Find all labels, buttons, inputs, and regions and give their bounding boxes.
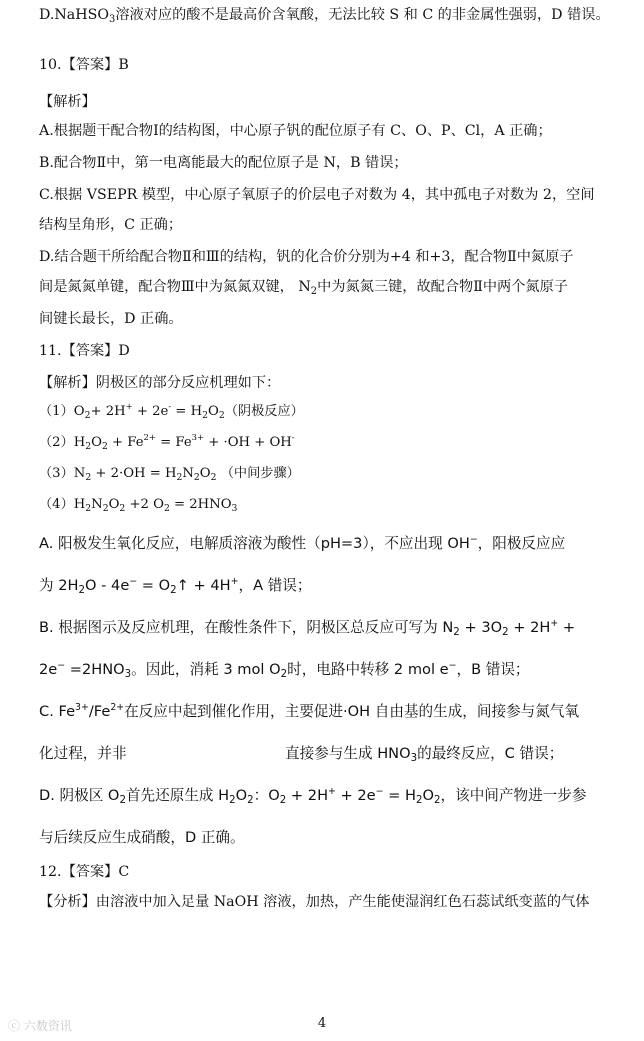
answer-heading: 10.【答案】B (39, 57, 129, 73)
text-line: D.NaHSO$_3$溶液对应的酸不是最高价含氧酸，无法比较 S 和 C 的非金属性强弱，D 错误。 (39, 7, 610, 25)
text-line: 结构呈角形，C 正确； (39, 217, 183, 233)
text-line: 间键长最长，D 正确。 (39, 311, 183, 327)
option-c-line-1: C. $Fe^{3+}/Fe^{2+}$在反应中起到催化作用，主要促进·OH 自由基的生成，间接参与氮气氧 (39, 702, 580, 720)
reaction-step-2: $(2)H_2O_2 + Fe^{2+} = Fe^{3+} + \cdot OH + OH^-$ (39, 432, 295, 452)
option-c-line-2-cont: 直接参与生成 $HNO_3$的最终反应，C 错误； (285, 745, 564, 764)
text-line: D.结合题干所给配合物Ⅱ和Ⅲ的结构，钒的化合价分别为+4 和+3，配合物Ⅱ中氮原子 (39, 249, 574, 265)
text-line: B.配合物Ⅱ中，第一电离能最大的配位原子是 N，B 错误； (39, 155, 408, 171)
answer-heading: 12.【答案】C (39, 864, 130, 880)
option-d-line-2: 与后续反应生成硝酸，D 正确。 (39, 829, 245, 846)
reaction-step-1: $(1)O_2+ 2H^+ + 2e^- = H_2O_2$（阴极反应） (39, 401, 304, 421)
answer-heading: 11.【答案】D (39, 343, 130, 359)
option-b-line-2: $2e^- =2HNO_3$。因此，消耗 3 mol $O_2$时，电路中转移 2 mol e−，B 错误； (39, 660, 530, 680)
page-number: 4 (317, 1016, 327, 1031)
option-c-line-2: 化过程，并非 (39, 745, 127, 762)
text-line: 间是氮氮单键，配合物Ⅲ中为氮氮双键， $N_2$中为氮氮三键，故配合物Ⅱ中两个氮原子 (39, 279, 568, 297)
option-d-line-1: D. 阴极区 $O_2$首先还原生成 $H_2O_2$：$O_2 + 2H^+ + 2e^- = H_2O_2$，该中间产物进一步参 (39, 786, 587, 806)
text-line: A.根据题干配合物Ⅰ的结构图，中心原子钒的配位原子有 C、O、P、Cl，A 正确； (39, 123, 552, 139)
text-line: 【分析】由溶液中加入足量 NaOH 溶液，加热，产生能使湿润红色石蕊试纸变蓝的气体 (39, 894, 590, 910)
option-b-line-1: B. 根据图示及反应机理，在酸性条件下，阴极区总反应可写为 $N_2 + 3O_2 + 2H^+$ + (39, 618, 576, 638)
watermark-logo: ⓒ 六数资讯 (8, 1019, 72, 1033)
reaction-step-3: $(3)N_2 + 2\cdot OH = H_2N_2O_2$ （中间步骤） (39, 466, 300, 483)
option-a-line-1: A. 阳极发生氧化反应，电解质溶液为酸性（pH=3），不应出现 OH−，阳极反应应 (39, 534, 566, 552)
analysis-label: 【解析】 (39, 94, 96, 110)
text-line: C.根据 VSEPR 模型，中心原子氧原子的价层电子对数为 4，其中孤电子对数为 2，空间 (39, 187, 595, 203)
reaction-step-4: $(4)H_2N_2O_2 +2$ $O_2 = 2HNO_3$ (39, 497, 238, 514)
option-a-line-2: 为 $2H_2O - 4e^-$ = $O_2↑ + 4H^+$，A 错误； (39, 576, 312, 596)
text-line: 【解析】阴极区的部分反应机理如下： (39, 375, 281, 391)
